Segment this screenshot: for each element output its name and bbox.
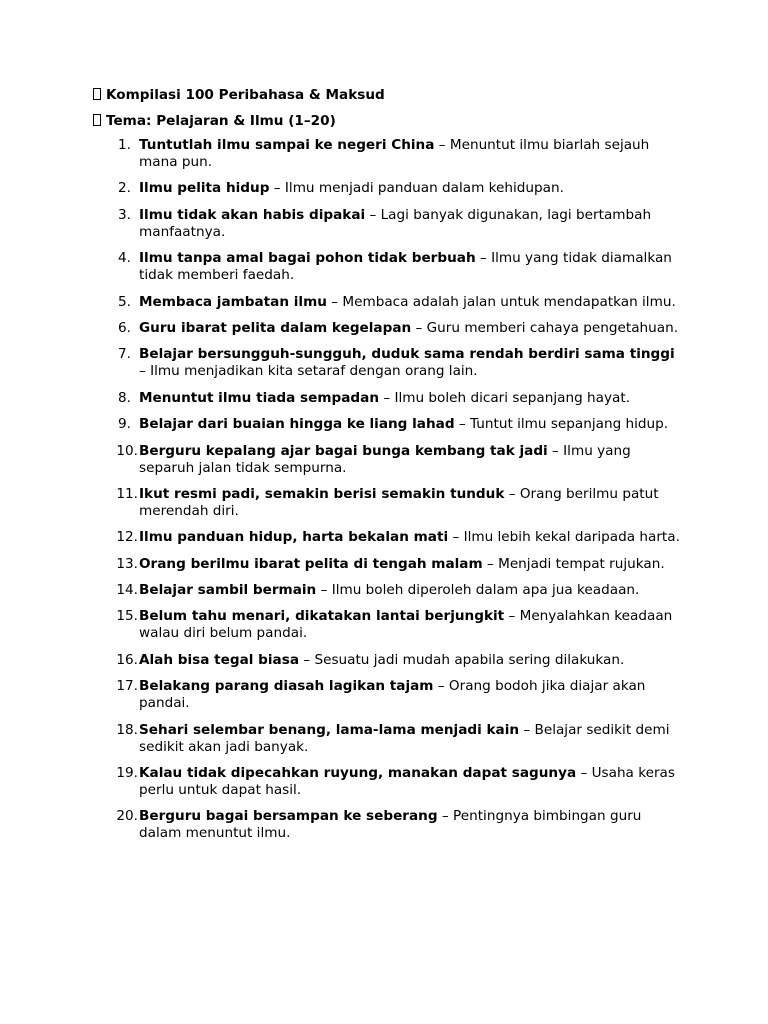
proverb-meaning: Sesuatu jadi mudah apabila sering dilakukan.: [314, 651, 625, 668]
proverb-term: Kalau tidak dipecahkan ruyung, manakan dapat sagunya: [139, 765, 577, 782]
proverb-meaning: Ilmu yang separuh jalan tidak sempurna.: [139, 442, 631, 476]
item-number: 5.: [118, 293, 131, 310]
proverb-term: Ilmu pelita hidup: [139, 180, 270, 197]
proverb-term: Belakang parang diasah lagikan tajam: [139, 678, 434, 695]
proverb-meaning: Lagi banyak digunakan, lagi bertambah manfaatnya.: [139, 206, 652, 240]
list-item: 16. Alah bisa tegal biasa – Sesuatu jadi mudah apabila sering dilakukan.: [93, 652, 683, 669]
proverb-meaning: Ilmu menjadi panduan dalam kehidupan.: [284, 180, 564, 197]
proverb-term: Sehari selembar benang, lama-lama menjadi kain: [139, 721, 520, 738]
item-number: 9.: [118, 416, 131, 433]
compilation-title: Kompilasi 100 Peribahasa & Maksud: [106, 87, 385, 103]
item-number: 15.: [116, 608, 138, 625]
item-number: 3.: [118, 206, 131, 223]
list-item: 13. Orang berilmu ibarat pelita di tengah malam – Menjadi tempat rujukan.: [93, 556, 683, 573]
list-item: 6. Guru ibarat pelita dalam kegelapan – Guru memberi cahaya pengetahuan.: [93, 320, 683, 337]
proverb-list: [93, 137, 683, 842]
item-number: 13.: [116, 555, 138, 572]
proverb-meaning: Guru memberi cahaya pengetahuan.: [426, 319, 679, 336]
item-number: 11.: [116, 485, 138, 502]
proverb-meaning: Orang bodoh jika diajar akan pandai.: [139, 678, 646, 712]
item-number: 12.: [116, 529, 138, 546]
list-item: 1. Tuntutlah ilmu sampai ke negeri China – Menuntut ilmu biarlah sejauh mana pun.: [93, 137, 683, 171]
proverb-meaning: Pentingnya bimbingan guru dalam menuntut ilmu.: [139, 808, 642, 842]
proverb-meaning: Ilmu boleh diperoleh dalam apa jua keadaan.: [331, 582, 640, 599]
item-number: 17.: [116, 678, 138, 695]
proverb-meaning: Menuntut ilmu biarlah sejauh mana pun.: [139, 137, 650, 170]
item-number: 8.: [118, 389, 131, 406]
list-item: 18. Sehari selembar benang, lama-lama menjadi kain – Belajar sedikit demi sedikit akan jadi banyak.: [93, 722, 683, 756]
item-number: 16.: [116, 651, 138, 668]
list-item: 19. Kalau tidak dipecahkan ruyung, manakan dapat sagunya – Usaha keras perlu untuk dapat hasil.: [93, 765, 683, 799]
proverb-term: Membaca jambatan ilmu: [139, 293, 327, 310]
proverb-term: Guru ibarat pelita dalam kegelapan: [139, 319, 412, 336]
item-number: 20.: [116, 808, 138, 825]
item-number: 14.: [116, 582, 138, 599]
proverb-term: Alah bisa tegal biasa: [139, 651, 299, 668]
list-item: 17. Belakang parang diasah lagikan tajam – Orang bodoh jika diajar akan pandai.: [93, 678, 683, 712]
proverb-term: Belajar sambil bermain: [139, 582, 317, 599]
proverb-meaning: Tuntut ilmu sepanjang hidup.: [470, 416, 669, 433]
proverb-meaning: Membaca adalah jalan untuk mendapatkan ilmu.: [342, 293, 676, 310]
proverb-term: Orang berilmu ibarat pelita di tengah malam: [139, 555, 483, 572]
item-number: 4.: [118, 250, 131, 267]
item-number: 19.: [116, 765, 138, 782]
item-number: 7.: [118, 346, 131, 363]
list-item: 11. Ikut resmi padi, semakin berisi semakin tunduk – Orang berilmu patut merendah diri.: [93, 486, 683, 520]
item-number: 10.: [116, 442, 138, 459]
proverb-term: Berguru kepalang ajar bagai bunga kembang tak jadi: [139, 442, 548, 459]
compilation-heading: [93, 85, 683, 105]
theme-heading: [93, 111, 683, 131]
proverb-meaning: Ilmu lebih kekal daripada harta.: [463, 529, 680, 546]
item-number: 2.: [118, 180, 131, 197]
proverb-term: Belajar dari buaian hingga ke liang lahad: [139, 416, 455, 433]
item-number: 1.: [118, 137, 131, 153]
list-item: 12. Ilmu panduan hidup, harta bekalan mati – Ilmu lebih kekal daripada harta.: [93, 529, 683, 546]
proverb-meaning: Orang berilmu patut merendah diri.: [139, 485, 659, 519]
proverb-term: Belum tahu menari, dikatakan lantai berjungkit: [139, 608, 505, 625]
proverb-term: Ikut resmi padi, semakin berisi semakin tunduk: [139, 485, 505, 502]
missing-glyph-icon: [93, 114, 101, 126]
proverb-term: Ilmu tidak akan habis dipakai: [139, 206, 366, 223]
proverb-meaning: Ilmu yang tidak diamalkan tidak memberi faedah.: [139, 250, 672, 284]
list-item: 20. Berguru bagai bersampan ke seberang – Pentingnya bimbingan guru dalam menuntut ilmu.: [93, 808, 683, 842]
proverb-meaning: Ilmu menjadikan kita setaraf dengan orang lain.: [150, 363, 478, 380]
proverb-meaning: Menyalahkan keadaan walau diri belum pandai.: [139, 608, 673, 642]
list-item: 2. Ilmu pelita hidup – Ilmu menjadi panduan dalam kehidupan.: [93, 180, 683, 197]
document-page: [93, 85, 683, 852]
list-item: 3. Ilmu tidak akan habis dipakai – Lagi banyak digunakan, lagi bertambah manfaatnya.: [93, 207, 683, 241]
list-item: 5. Membaca jambatan ilmu – Membaca adalah jalan untuk mendapatkan ilmu.: [93, 294, 683, 311]
list-item: 10. Berguru kepalang ajar bagai bunga kembang tak jadi – Ilmu yang separuh jalan tidak sempurna.: [93, 443, 683, 477]
list-item: 14. Belajar sambil bermain – Ilmu boleh diperoleh dalam apa jua keadaan.: [93, 582, 683, 599]
list-item: 9. Belajar dari buaian hingga ke liang lahad – Tuntut ilmu sepanjang hidup.: [93, 416, 683, 433]
missing-glyph-icon: [93, 88, 101, 100]
proverb-term: Menuntut ilmu tiada sempadan: [139, 389, 380, 406]
proverb-term: Tuntutlah ilmu sampai ke negeri China: [139, 137, 435, 153]
proverb-term: Berguru bagai bersampan ke seberang: [139, 808, 438, 825]
proverb-meaning: Belajar sedikit demi sedikit akan jadi banyak.: [139, 721, 670, 755]
theme-title: Tema: Pelajaran & Ilmu (1–20): [106, 113, 336, 129]
proverb-meaning: Usaha keras perlu untuk dapat hasil.: [139, 765, 675, 799]
proverb-term: Belajar bersungguh-sungguh, duduk sama rendah berdiri sama tinggi: [139, 346, 675, 363]
proverb-meaning: Ilmu boleh dicari sepanjang hayat.: [394, 389, 631, 406]
list-item: 15. Belum tahu menari, dikatakan lantai berjungkit – Menyalahkan keadaan walau diri belum pandai.: [93, 608, 683, 642]
list-item: 8. Menuntut ilmu tiada sempadan – Ilmu boleh dicari sepanjang hayat.: [93, 390, 683, 407]
list-item: 4. Ilmu tanpa amal bagai pohon tidak berbuah – Ilmu yang tidak diamalkan tidak memberi faedah.: [93, 250, 683, 284]
proverb-meaning: Menjadi tempat rujukan.: [498, 555, 665, 572]
item-number: 6.: [118, 319, 131, 336]
proverb-term: Ilmu tanpa amal bagai pohon tidak berbuah: [139, 250, 476, 267]
proverb-term: Ilmu panduan hidup, harta bekalan mati: [139, 529, 449, 546]
list-item: 7. Belajar bersungguh-sungguh, duduk sama rendah berdiri sama tinggi – Ilmu menjadikan kita setaraf dengan orang lain.: [93, 346, 683, 380]
item-number: 18.: [116, 721, 138, 738]
